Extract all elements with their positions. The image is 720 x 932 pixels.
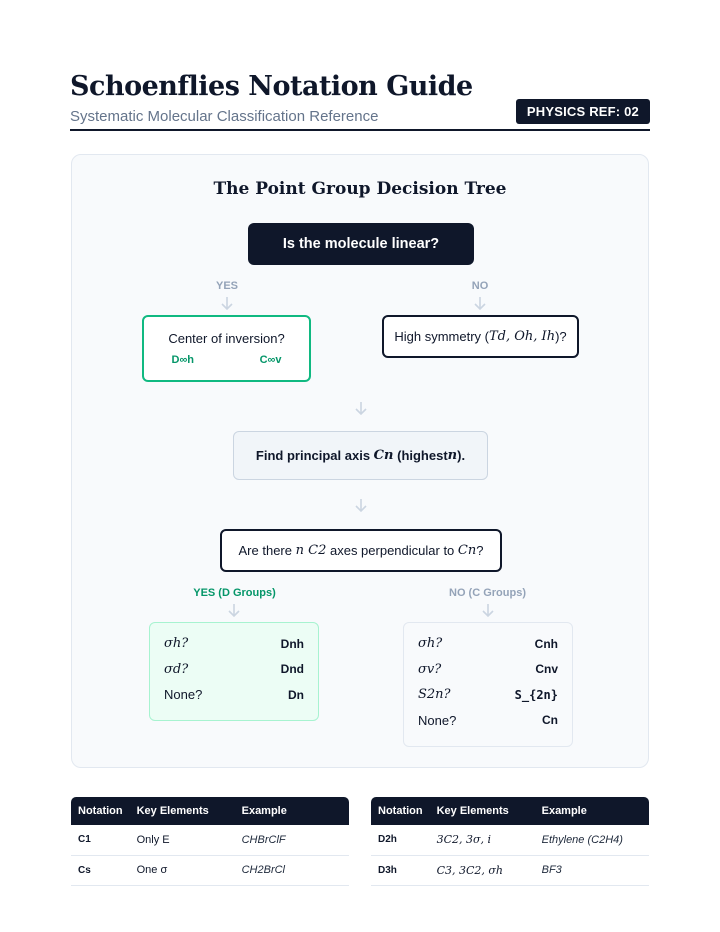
elements-cell: C3, 3C2, σh [430,855,535,885]
arrow-down-icon [353,400,369,416]
elements-cell: One σ [130,855,235,885]
d-group-result: Dn [288,687,304,702]
notation-cell: D2h [371,825,430,855]
d-group-row [164,631,304,657]
d-group-question: σh? [164,636,189,652]
inversion-yes-result: D∞h [171,354,195,366]
example-cell: CH2BrCl [235,855,349,885]
table-header-row [71,797,349,825]
linear-question-node: Is the molecule linear? [248,223,474,265]
principal-axis-symbol: Cn [373,448,394,463]
page-title: Schoenflies Notation Guide [70,71,473,102]
principal-axis-text: Find principal axis [255,448,371,463]
d-group-row [164,657,304,683]
principal-axis-node [233,431,488,480]
decision-tree-title: The Point Group Decision Tree [213,179,507,199]
no-branch-label: NO [471,280,489,292]
notation-cell: Cs [71,855,130,885]
example-cell: Ethylene (C2H4) [535,825,649,855]
c-group-result: S_{2n} [514,687,558,702]
inversion-center-node [142,315,311,382]
column-header: Example [235,797,349,825]
elements-cell: Only E [130,825,235,855]
page-header [70,70,650,126]
column-header: Key Elements [430,797,535,825]
d-groups-box [149,622,319,721]
column-header: Example [535,797,649,825]
high-symmetry-text: High symmetry ( [394,329,489,344]
yes-branch-label: YES [215,280,238,292]
inversion-no-result: C∞v [259,354,282,366]
c-group-question: None? [418,712,457,728]
high-symmetry-groups: Td, Oh, Ih [489,329,556,344]
table-row [371,825,649,855]
d-group-result: Dnd [280,662,304,677]
arrow-down-icon [472,295,488,311]
c-group-row [418,682,558,708]
perpendicular-text: Are there [238,543,292,558]
reference-badge: PHYSICS REF: 02 [516,99,650,124]
d-groups-table [371,797,649,886]
perpendicular-text-mid: axes perpendicular to [329,543,455,558]
c-groups-label: NO (C Groups) [449,587,526,599]
d-group-question: σd? [164,661,189,677]
c-group-row [418,631,558,657]
column-header: Key Elements [130,797,235,825]
c-group-row [418,708,558,734]
low-symmetry-table [71,797,349,886]
notation-cell: D3h [371,855,430,885]
table-row [71,825,349,855]
decision-tree-card [71,154,649,768]
perpendicular-cn: Cn [457,543,477,558]
arrow-down-icon [219,295,235,311]
high-symmetry-text-end: )? [555,329,567,344]
principal-axis-text-mid: (highest [397,448,448,463]
example-cell: CHBrClF [235,825,349,855]
arrow-down-icon [480,602,496,618]
page-subtitle: Systematic Molecular Classification Reference [70,108,379,125]
d-groups-label: YES (D Groups) [193,587,276,599]
d-group-row [164,682,304,708]
d-group-result: Dnh [280,636,304,651]
column-header: Notation [371,797,430,825]
example-cell: BF3 [535,855,649,885]
arrow-down-icon [226,602,242,618]
notation-cell: C1 [71,825,130,855]
d-group-question: None? [164,687,203,703]
c-group-result: Cnv [535,662,558,677]
perpendicular-c2-node [220,529,502,572]
table-header-row [371,797,649,825]
c-group-question: σv? [418,661,442,677]
perpendicular-text-end: ? [476,543,484,558]
c-group-result: Cnh [534,636,558,651]
principal-axis-n: n [447,448,458,463]
column-header: Notation [71,797,130,825]
inversion-question: Center of inversion? [168,331,285,346]
c-groups-box [403,622,573,747]
c-group-question: S2n? [418,687,451,703]
arrow-down-icon [353,497,369,513]
principal-axis-text-end: ). [457,448,466,463]
c-group-row [418,657,558,683]
table-row [371,855,649,885]
header-divider [70,129,650,131]
c-group-question: σh? [418,636,443,652]
table-row [71,855,349,885]
perpendicular-n-c2: n C2 [295,543,327,558]
high-symmetry-node [382,315,579,358]
elements-cell: 3C2, 3σ, i [430,825,535,855]
c-group-result: Cn [542,713,558,728]
